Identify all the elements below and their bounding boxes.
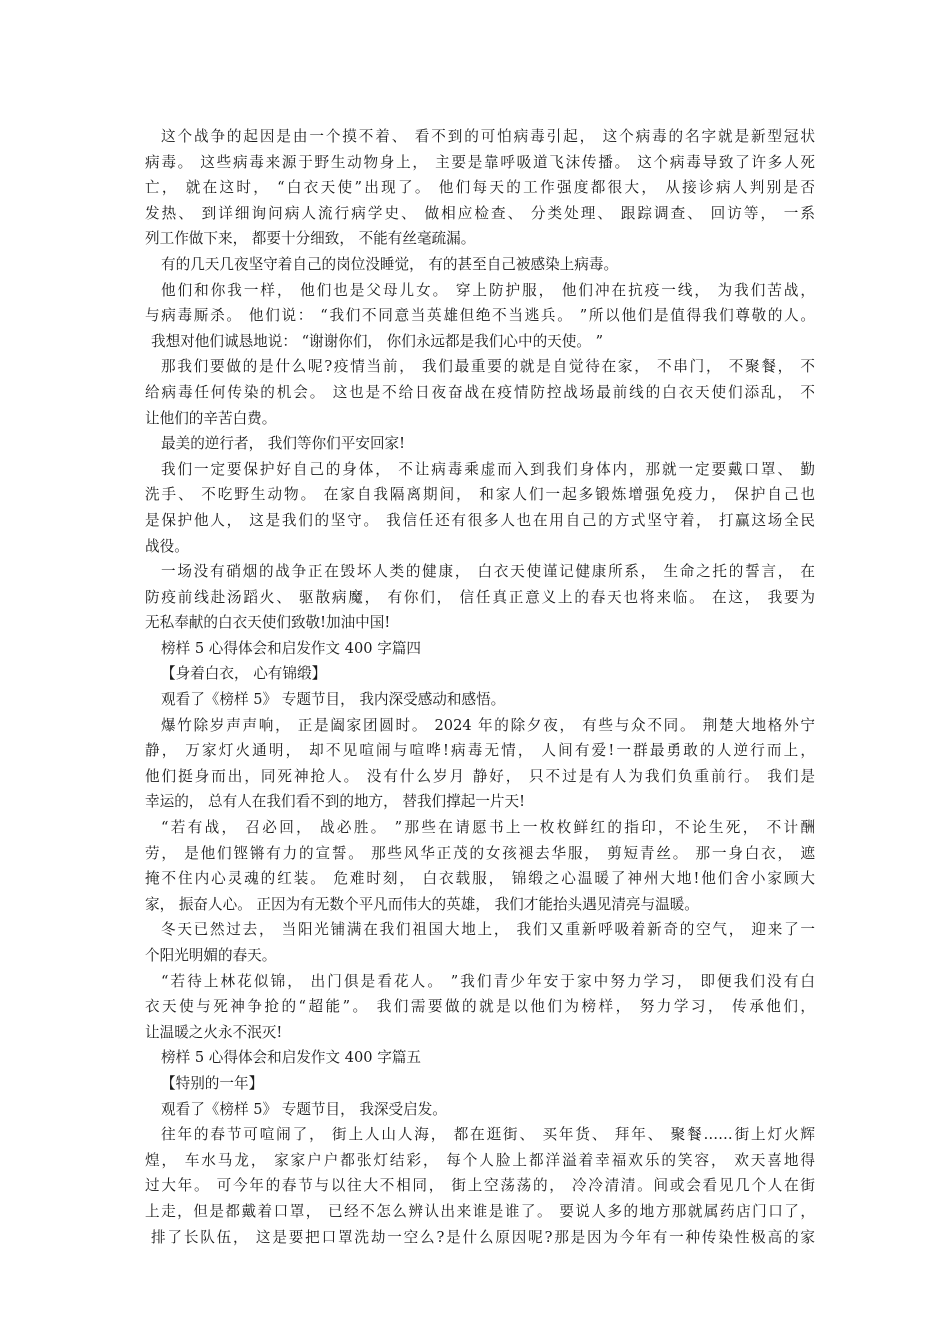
text-line: 【身着白衣， 心有锦缎】: [161, 665, 327, 683]
text-line: 观看了《榜样 5》 专题节目， 我内深受感动和感悟。: [161, 691, 506, 709]
text-line: 往年的春节可喧闹了， 街上人山人海， 都在逛街、 买年货、 拜年、 聚餐……街上灯火辉: [161, 1126, 815, 1144]
text-line: 他们和你我一样， 他们也是父母儿女。 穿上防护服， 他们冲在抗疫一线， 为我们苦战，: [161, 281, 815, 299]
text-line: 亡， 就在这时， “白衣天使”出现了。 他们每天的工作强度都很大， 从接诊病人判别是否: [145, 179, 815, 197]
text-line: 有的几天几夜坚守着自己的岗位没睡觉， 有的甚至自己被感染上病毒。: [161, 255, 619, 273]
text-line: 静， 万家灯火通明， 却不见喧闹与喧哗!病毒无情， 人间有爱!一群最勇敢的人逆行而上，: [145, 742, 815, 760]
text-line: 让温暖之火永不泯灭!: [145, 1023, 283, 1041]
text-line: 让他们的辛苦白费。: [145, 409, 277, 427]
text-line: 我想对他们诚恳地说： “谢谢你们， 你们永远都是我们心中的天使。 ”: [151, 332, 604, 350]
text-line: 劳， 是他们铿锵有力的宣誓。 那些风华正茂的女孩褪去华服， 剪短青丝。 那一身白衣， 遮: [145, 844, 815, 862]
text-line: 我们一定要保护好自己的身体， 不让病毒乘虚而入到我们身体内，那就一定要戴口罩、 勤: [161, 460, 815, 478]
text-line: 与病毒厮杀。 他们说： “我们不同意当英雄但绝不当逃兵。 ”所以他们是值得我们尊敬的人。: [145, 307, 815, 325]
text-line: 给病毒任何传染的机会。 这也是不给日夜奋战在疫情防控战场最前线的白衣天使们添乱， 不: [145, 383, 815, 401]
text-line: 这个战争的起因是由一个摸不着、 看不到的可怕病毒引起， 这个病毒的名字就是新型冠状: [161, 128, 815, 145]
text-line: 爆竹除岁声声响， 正是阖家团圆时。 2024 年的除夕夜， 有些与众不同。 荆楚大地格外宁: [161, 716, 815, 734]
text-line: “若待上林花似锦， 出门俱是看花人。 ”我们青少年安于家中努力学习， 即便我们没有白: [161, 972, 815, 990]
text-line: 观看了《榜样 5》 专题节目， 我深受启发。: [161, 1100, 447, 1118]
text-line: 是保护他人， 这是我们的坚守。 我信任还有很多人也在用自己的方式坚守着， 打赢这场全民: [145, 511, 815, 529]
text-line: “若有战， 召必回， 战必胜。 ”那些在请愿书上一枚枚鲜红的指印，不论生死， 不计酬: [161, 819, 815, 837]
text-line: 排了长队伍， 这是要把口罩洗劫一空么?是什么原因呢?那是因为今年有一种传染性极高的家: [151, 1228, 815, 1246]
text-line: 家， 振奋人心。 正因为有无数个平凡而伟大的英雄， 我们才能抬头遇见清亮与温暖。: [145, 895, 699, 913]
text-line: 冬天已然过去， 当阳光铺满在我们祖国大地上， 我们又重新呼吸着新奇的空气， 迎来了一: [161, 921, 815, 939]
text-line: 战役。: [145, 537, 189, 555]
text-line: 【特别的一年】: [161, 1074, 264, 1092]
text-line: 煌， 车水马龙， 家家户户都张灯结彩， 每个人脸上都洋溢着幸福欢乐的笑容， 欢天喜地得: [145, 1151, 815, 1169]
text-line: 最美的逆行者， 我们等你们平安回家!: [161, 435, 406, 453]
text-line: 掩不住内心灵魂的红装。 危难时刻， 白衣载服， 锦缎之心温暖了神州大地!他们舍小家顾大: [145, 870, 815, 888]
text-line: 病毒。 这些病毒来源于野生动物身上， 主要是靠呼吸道飞沫传播。 这个病毒导致了许多人死: [145, 153, 815, 171]
text-line: 过大年。 可今年的春节与以往大不相同， 街上空荡荡的， 冷冷清清。间或会看见几个人在街: [145, 1177, 815, 1195]
text-line: 那我们要做的是什么呢?疫情当前， 我们最重要的就是自觉待在家， 不串门， 不聚餐， 不: [161, 358, 815, 376]
document-page: [145, 124, 815, 1250]
text-line: 一场没有硝烟的战争正在毁坏人类的健康， 白衣天使谨记健康所系， 生命之托的誓言， 在: [161, 563, 815, 581]
text-line: 榜样 5 心得体会和启发作文 400 字篇五: [161, 1049, 422, 1067]
text-line: 洗手、 不吃野生动物。 在家自我隔离期间， 和家人们一起多锻炼增强免疫力， 保护自己也: [145, 486, 815, 504]
text-line: 上走，但是都戴着口罩， 已经不怎么辨认出来谁是谁了。 要说人多的地方那就属药店门口了，: [145, 1202, 815, 1220]
text-line: 个阳光明媚的春天。: [145, 947, 277, 964]
text-line: 列工作做下来， 都要十分细致， 不能有丝毫疏漏。: [145, 230, 476, 248]
text-line: 防疫前线赴汤蹈火、 驱散病魔， 有你们， 信任真正意义上的春天也将来临。 在这， 我要为: [145, 588, 815, 606]
text-line: 无私奉献的白衣天使们致敬!加油中国!: [145, 614, 391, 632]
text-line: 他们挺身而出，同死神抢人。 没有什么岁月 静好， 只不过是有人为我们负重前行。 我们是: [145, 767, 815, 785]
text-line: 发热、 到详细询问病人流行病学史、 做相应检查、 分类处理、 跟踪调查、 回访等， 一系: [145, 204, 815, 222]
text-line: 幸运的， 总有人在我们看不到的地方， 替我们撑起一片天!: [145, 793, 525, 811]
text-line: 榜样 5 心得体会和启发作文 400 字篇四: [161, 639, 422, 657]
text-line: 衣天使与死神争抢的“超能”。 我们需要做的就是以他们为榜样， 努力学习， 传承他们，: [145, 998, 815, 1016]
